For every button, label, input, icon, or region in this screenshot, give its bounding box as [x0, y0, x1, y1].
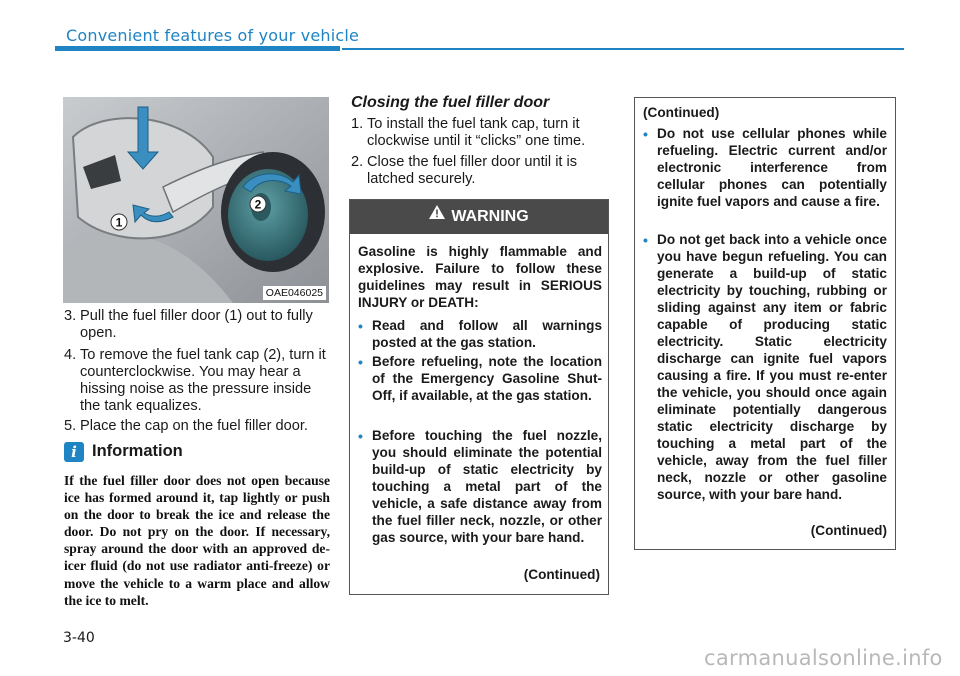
continued-top-label: (Continued): [643, 105, 720, 120]
closing-step-2: [351, 154, 612, 188]
step-5: [64, 418, 330, 435]
callout-2: 2: [254, 197, 262, 212]
step-text: To remove the fuel tank cap (2), turn it counterclockwise. You may hear a hissing noise as the pressure inside the tank equalizes.: [80, 347, 326, 414]
step-number: 3.: [64, 308, 77, 324]
warning-bullet: Read and follow all warnings posted at the gas station.: [372, 318, 602, 350]
photo-code: OAE046025: [263, 286, 326, 300]
step-number: 2.: [351, 154, 364, 170]
step-text: Place the cap on the fuel filler door.: [80, 418, 308, 434]
bullet-dot: •: [358, 318, 363, 334]
step-text: To install the fuel tank cap, turn it clockwise until it “clicks” one time.: [367, 116, 586, 149]
watermark: carmanualsonline.info: [704, 646, 943, 670]
warning-box: [349, 199, 609, 595]
section-title: Convenient features of your vehicle: [66, 26, 360, 45]
information-heading: Information: [92, 442, 183, 460]
bullet-dot: •: [643, 232, 648, 248]
step-3: [64, 308, 330, 342]
step-text: Close the fuel filler door until it is latched securely.: [367, 154, 578, 187]
bullet-dot: •: [358, 354, 363, 370]
continued-bullet: Do not get back into a vehicle once you have begun refueling. You can generate a build-up of static electricity by touching, rubbing or sliding against any item or fabric capable of producing static electricity. Static electricity discharge can ignite fuel vapors causing a fire. If you must re-enter the vehicle, you should once again eliminate potentially dangerous static electricity discharge by touching a metal part of the vehicle, away from the fuel filler neck, nozzle or other gasoline source, with your bare hand.: [657, 232, 887, 502]
continued-bullet: Do not use cellular phones while refueling. Electric current and/or electronic interference from cellular phones can potentially ignite fuel vapors and cause a fire.: [657, 126, 887, 209]
warning-label: WARNING: [451, 208, 529, 225]
information-icon: i: [64, 442, 84, 462]
step-number: 1.: [351, 116, 364, 132]
continued-bottom-label: (Continued): [810, 523, 887, 538]
information-text: If the fuel filler door does not open because ice has formed around it, tap lightly or push on the door to break the ice and release the door. Do not pry on the door. If necessary, spray around the door with an approved de-icer fluid (do not use radiator anti-freeze) or move the vehicle to a warm place and allow the ice to melt.: [64, 473, 330, 608]
continued-box: [634, 97, 896, 550]
warning-bullet: Before touching the fuel nozzle, you should eliminate the potential build-up of static electricity by touching a metal part of the vehicle, a safe distance away from the fuel filler neck, nozzle, or other gas source, with your bare hand.: [372, 428, 602, 545]
callout-1: 1: [115, 215, 123, 230]
bullet-dot: •: [643, 126, 648, 142]
bullet-dot: •: [358, 428, 363, 444]
warning-continued: (Continued): [523, 567, 600, 582]
warning-bullet: Before refueling, note the location of the Emergency Gasoline Shut-Off, if available, at the gas station.: [372, 354, 602, 403]
step-number: 5.: [64, 418, 77, 434]
fuel-door-photo: [63, 97, 329, 303]
header-rule-thin: [342, 48, 904, 50]
closing-step-1: [351, 116, 612, 150]
warning-intro: Gasoline is highly flammable and explosive. Failure to follow these guidelines may result in SERIOUS INJURY or DEATH:: [358, 244, 602, 310]
page-number: 3-40: [63, 630, 95, 646]
step-number: 4.: [64, 347, 77, 363]
header-rule-thick: [55, 46, 340, 51]
closing-heading: Closing the fuel filler door: [351, 94, 550, 111]
step-4: [64, 347, 330, 415]
step-text: Pull the fuel filler door (1) out to fully open.: [80, 308, 313, 341]
warning-triangle-icon: [429, 198, 445, 232]
warning-banner: [350, 200, 608, 234]
